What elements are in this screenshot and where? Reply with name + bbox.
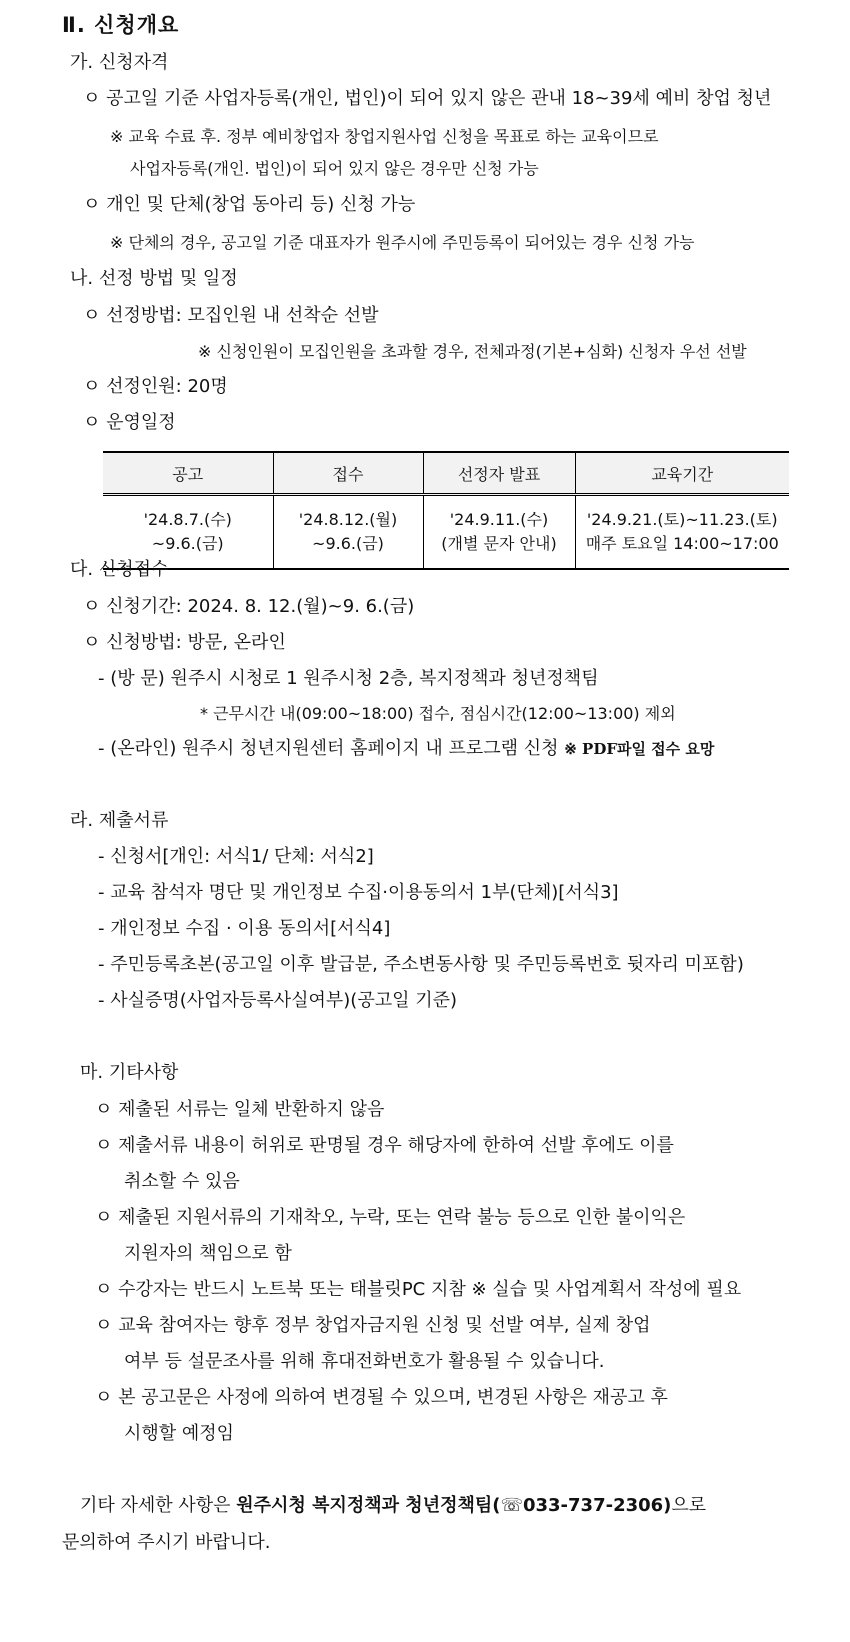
da-visit-note: * 근무시간 내(09:00~18:00) 접수, 점심시간(12:00~13:00) 제외 (200, 704, 676, 723)
ga-group-item: ㅇ 개인 및 단체(창업 동아리 등) 신청 가능 (83, 194, 416, 215)
footer-contact-bold: 원주시청 복지정책과 청년정책팀(☏033-737-2306) (236, 1495, 672, 1516)
ra-document-item: - 주민등록초본(공고일 이후 발급분, 주소변동사항 및 주민등록번호 뒷자리 미포함) (98, 954, 744, 975)
schedule-data-row (103, 495, 789, 570)
cell-line: ~9.6.(금) (312, 534, 384, 553)
ra-document-item: - 교육 참석자 명단 및 개인정보 수집·이용동의서 1부(단체)[서식3] (98, 882, 619, 903)
ma-item: ㅇ 수강자는 반드시 노트북 또는 태블릿PC 지참 ※ 실습 및 사업계획서 작성에 필요 (95, 1279, 742, 1300)
na-method-note: ※ 신청인원이 모집인원을 초과할 경우, 전체과정(기본+심화) 신청자 우선 선발 (198, 342, 747, 361)
ma-item-cont: 시행할 예정임 (124, 1423, 235, 1444)
schedule-header-cell: 교육기간 (575, 452, 789, 495)
na-method-item: ㅇ 선정방법: 모집인원 내 선착순 선발 (83, 305, 379, 326)
ma-item-cont: 취소할 수 있음 (124, 1171, 240, 1192)
page-heading: Ⅱ. 신청개요 (62, 13, 180, 37)
ra-document-item: - 신청서[개인: 서식1/ 단체: 서식2] (98, 846, 374, 867)
ga-eligibility-item: ㅇ 공고일 기준 사업자등록(개인, 법인)이 되어 있지 않은 관내 18~39세 예비 창업 청년 (83, 88, 772, 109)
section-da-title: 다. 신청접수 (70, 559, 169, 580)
ma-item: ㅇ 본 공고문은 사정에 의하여 변경될 수 있으며, 변경된 사항은 재공고 후 (95, 1387, 668, 1408)
footer-contact (80, 1493, 706, 1519)
ma-item-cont: 여부 등 설문조사를 위해 휴대전화번호가 활용될 수 있습니다. (124, 1351, 605, 1372)
da-online-text: - (온라인) 원주시 청년지원센터 홈페이지 내 프로그램 신청 (98, 738, 559, 759)
da-online-item (98, 736, 714, 762)
ra-document-item: - 개인정보 수집 · 이용 동의서[서식4] (98, 918, 391, 939)
schedule-cell-receipt (273, 495, 423, 570)
ga-group-note: ※ 단체의 경우, 공고일 기준 대표자가 원주시에 주민등록이 되어있는 경우 신청 가능 (110, 233, 695, 252)
schedule-header-cell: 공고 (103, 452, 273, 495)
na-count-item: ㅇ 선정인원: 20명 (83, 376, 228, 397)
schedule-header-cell: 선정자 발표 (423, 452, 575, 495)
ga-eligibility-note-2: 사업자등록(개인. 법인)이 되어 있지 않은 경우만 신청 가능 (130, 159, 539, 178)
da-visit-item: - (방 문) 원주시 시청로 1 원주시청 2층, 복지정책과 청년정책팀 (98, 668, 599, 689)
da-online-pdf-note: ※ PDF파일 접수 요망 (564, 740, 715, 758)
da-period-item: ㅇ 신청기간: 2024. 8. 12.(월)~9. 6.(금) (83, 596, 415, 617)
section-ra-title: 라. 제출서류 (70, 810, 169, 831)
na-schedule-item: ㅇ 운영일정 (83, 412, 176, 433)
cell-line: ~9.6.(금) (151, 534, 224, 553)
schedule-cell-result (423, 495, 575, 570)
ga-eligibility-note-1: ※ 교육 수료 후. 정부 예비창업자 창업지원사업 신청을 목표로 하는 교육이므로 (110, 127, 659, 146)
da-method-item: ㅇ 신청방법: 방문, 온라인 (83, 632, 286, 653)
ra-document-item: - 사실증명(사업자등록사실여부)(공고일 기준) (98, 990, 458, 1011)
cell-line: '24.9.21.(토)~11.23.(토) (586, 510, 778, 529)
footer-pre: 기타 자세한 사항은 (80, 1495, 237, 1516)
ma-item: ㅇ 제출된 서류는 일체 반환하지 않음 (95, 1099, 385, 1120)
section-ga-title: 가. 신청자격 (70, 52, 169, 73)
section-ma-title: 마. 기타사항 (80, 1062, 179, 1083)
cell-line: '24.8.12.(월) (298, 510, 398, 529)
cell-line: 매주 토요일 14:00~17:00 (585, 534, 779, 553)
schedule-table (103, 451, 789, 570)
ma-item-cont: 지원자의 책임으로 함 (124, 1243, 292, 1264)
ma-item: ㅇ 교육 참여자는 향후 정부 창업자금지원 신청 및 선발 여부, 실제 창업 (95, 1315, 651, 1336)
cell-line: (개별 문자 안내) (441, 534, 557, 553)
cell-line: '24.8.7.(수) (143, 510, 232, 529)
ma-item: ㅇ 제출서류 내용이 허위로 판명될 경우 해당자에 한하여 선발 후에도 이를 (95, 1135, 674, 1156)
ma-item: ㅇ 제출된 지원서류의 기재착오, 누락, 또는 연락 불능 등으로 인한 불이익은 (95, 1207, 686, 1228)
footer-post: 으로 (671, 1495, 707, 1516)
schedule-header-cell: 접수 (273, 452, 423, 495)
section-na-title: 나. 선정 방법 및 일정 (70, 268, 238, 289)
schedule-cell-period (575, 495, 789, 570)
schedule-header-row (103, 452, 789, 495)
footer-line-2: 문의하여 주시기 바랍니다. (62, 1532, 271, 1553)
cell-line: '24.9.11.(수) (449, 510, 549, 529)
